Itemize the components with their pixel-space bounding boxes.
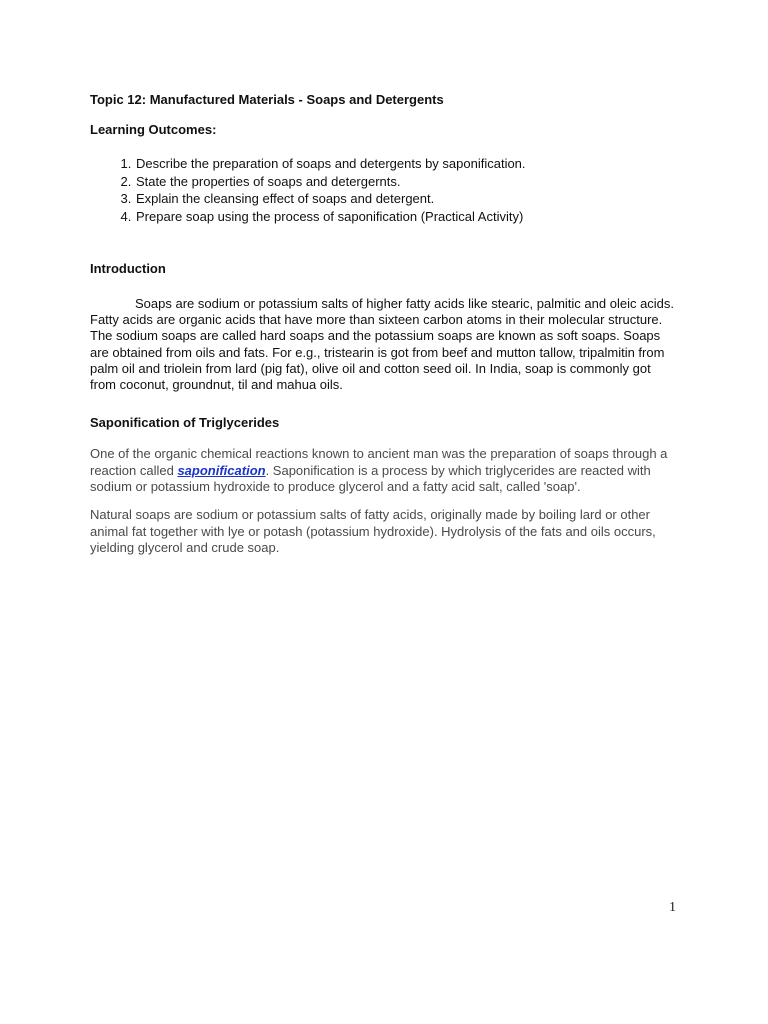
list-item: 2. State the properties of soaps and detergernts. <box>135 173 680 191</box>
document-body <box>90 90 680 557</box>
paragraph-text: . Saponification is a process by which triglycerides are reacted with sodium or potassium hydroxide to produce glycerol and a fatty acid salt, called 'soap'. <box>90 462 651 495</box>
saponification-paragraph-1 <box>90 446 680 496</box>
saponification-heading: Saponification of Triglycerides <box>90 415 280 431</box>
paragraph-text: One of the organic chemical reactions known to ancient man was the preparation of soaps through a reaction called <box>90 446 668 478</box>
saponification-paragraph-2: Natural soaps are sodium or potassium salts of fatty acids, originally made by boiling lard or other animal fat together with lye or potash (potassium hydroxide). Hydrolysis of the fats and oils occurs, yielding glycerol and crude soap. <box>90 507 656 556</box>
list-item: 3. Explain the cleansing effect of soaps and detergent. <box>135 190 680 208</box>
introduction-paragraph: Soaps are sodium or potassium salts of higher fatty acids like stearic, palmitic and oleic acids. Fatty acids are organic acids that have more than sixteen carbon atoms in their molecular structure. The sodium soaps are called hard soaps and the potassium soaps are known as soft soaps. Soaps are obtained from oils and fats. For e.g., tristearin is got from beef and mutton tallow, tripalmitin from palm oil and triolein from lard (pig fat), olive oil and cotton seed oil. In India, soap is commonly got from coconut, groundnut, til and mahua oils. <box>90 296 675 393</box>
list-item: 4. Prepare soap using the process of saponification (Practical Activity) <box>135 208 680 226</box>
learning-outcomes-heading: Learning Outcomes: <box>90 122 217 137</box>
saponification-link[interactable]: saponification <box>177 462 266 478</box>
page-number: 1 <box>669 900 676 915</box>
list-item: 1. Describe the preparation of soaps and detergents by saponification. <box>135 155 680 173</box>
introduction-heading: Introduction <box>90 261 166 276</box>
document-title: Topic 12: Manufactured Materials - Soaps and Detergents <box>90 92 444 107</box>
learning-outcomes-list <box>90 155 680 225</box>
